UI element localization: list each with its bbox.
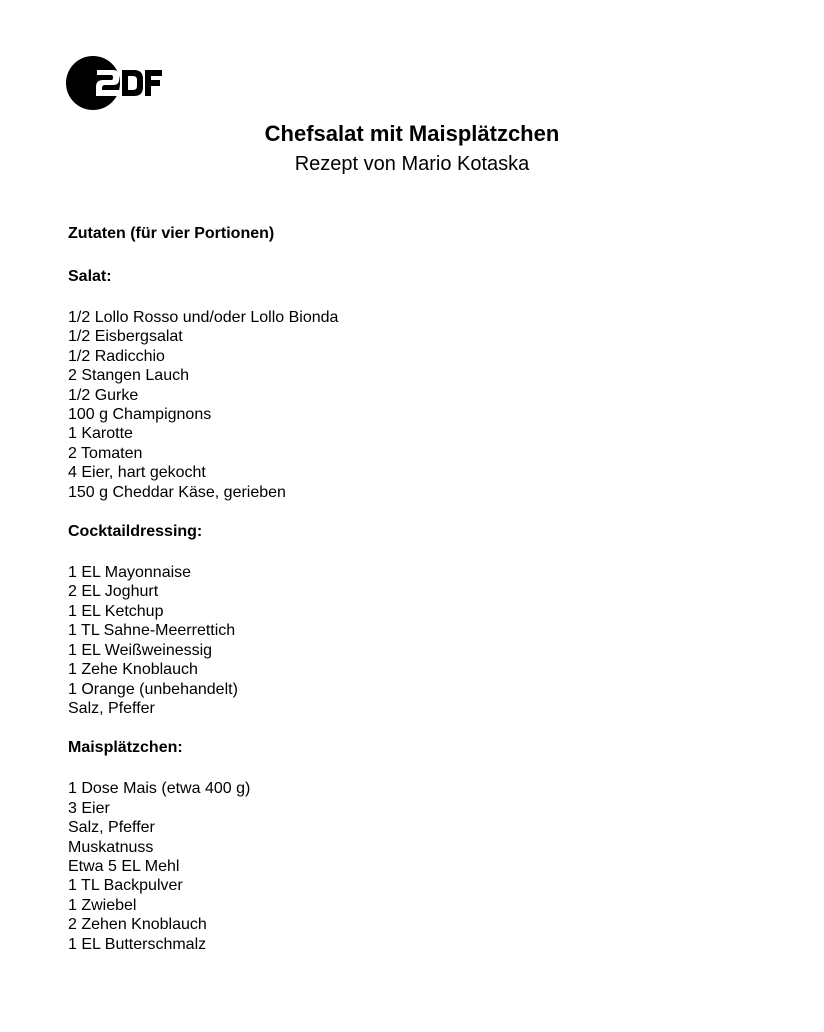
list-item: Salz, Pfeffer — [68, 699, 155, 717]
list-item: Etwa 5 EL Mehl — [68, 857, 180, 875]
list-item: 1 TL Sahne-Meerrettich — [68, 622, 236, 640]
page-subtitle: Rezept von Mario Kotaska — [294, 153, 530, 175]
list-item: 2 Zehen Knoblauch — [68, 916, 207, 934]
recipe-content — [68, 224, 768, 974]
list-item: 1 EL Weißweinessig — [68, 641, 213, 659]
list-item: 1 EL Mayonnaise — [68, 564, 192, 582]
list-item: 1 Zehe Knoblauch — [68, 661, 198, 679]
section-cocktaildressing — [68, 522, 768, 718]
header — [0, 119, 824, 179]
list-item: 4 Eier, hart gekocht — [68, 464, 206, 482]
section-salat — [68, 267, 768, 502]
list-item: 1 Karotte — [68, 425, 133, 443]
list-item: 1 EL Ketchup — [68, 602, 164, 620]
list-item: 1/2 Radicchio — [68, 347, 165, 365]
list-item: 1 TL Backpulver — [68, 877, 183, 895]
section-maisplaetzchen — [68, 738, 768, 954]
list-item: 1/2 Gurke — [68, 386, 139, 404]
list-item: 3 Eier — [68, 799, 110, 817]
ingredient-list — [68, 563, 768, 718]
zdf-logo — [66, 56, 162, 112]
list-item: 2 Stangen Lauch — [68, 367, 189, 385]
list-item: 2 Tomaten — [68, 444, 143, 462]
section-heading: Salat: — [68, 268, 112, 285]
page-title: Chefsalat mit Maisplätzchen — [264, 121, 560, 146]
ingredients-heading: Zutaten (für vier Portionen) — [68, 225, 275, 242]
list-item: 1 Zwiebel — [68, 896, 137, 914]
section-heading: Maisplätzchen: — [68, 739, 183, 757]
list-item: 1/2 Eisbergsalat — [68, 328, 183, 346]
list-item: 2 EL Joghurt — [68, 583, 159, 601]
ingredient-list — [68, 308, 768, 502]
list-item: 1 Orange (unbehandelt) — [68, 680, 238, 698]
section-heading: Cocktaildressing: — [68, 523, 203, 541]
list-item: 1/2 Lollo Rosso und/oder Lollo Bionda — [68, 309, 339, 326]
ingredient-list — [68, 779, 768, 954]
list-item: Salz, Pfeffer — [68, 819, 155, 837]
list-item: 1 Dose Mais (etwa 400 g) — [68, 780, 251, 798]
list-item: Muskatnuss — [68, 838, 154, 856]
list-item: 150 g Cheddar Käse, gerieben — [68, 483, 286, 501]
zdf-logo-icon — [66, 56, 162, 112]
list-item: 100 g Champignons — [68, 406, 212, 424]
list-item: 1 EL Butterschmalz — [68, 935, 207, 953]
